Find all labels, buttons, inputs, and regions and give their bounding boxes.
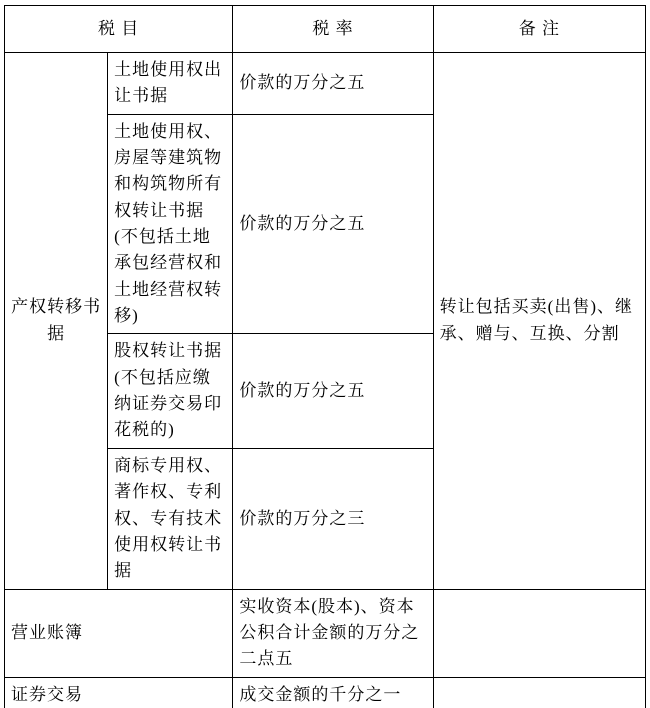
rate-land-use-right-grant: 价款的万分之五 xyxy=(233,53,433,115)
rate-building-ownership-transfer: 价款的万分之五 xyxy=(233,114,433,334)
sub-item-building-ownership-transfer: 土地使用权、房屋等建筑物和构筑物所有权转让书据(不包括土地承包经营权和土地经营权转移) xyxy=(108,114,233,334)
header-tax-item: 税 目 xyxy=(5,6,233,53)
table-row xyxy=(5,677,646,708)
table-row xyxy=(5,589,646,677)
rate-ip-rights-transfer: 价款的万分之三 xyxy=(233,448,433,589)
remark-business-account-books xyxy=(433,589,645,677)
group-label-property-transfer: 产权转移书据 xyxy=(5,53,108,590)
stamp-tax-rate-table xyxy=(4,5,646,708)
table-header-row xyxy=(5,6,646,53)
sub-item-ip-rights-transfer: 商标专用权、著作权、专利权、专有技术使用权转让书据 xyxy=(108,448,233,589)
rate-equity-transfer: 价款的万分之五 xyxy=(233,334,433,448)
header-tax-rate: 税 率 xyxy=(233,6,433,53)
header-remark: 备 注 xyxy=(433,6,645,53)
rate-business-account-books: 实收资本(股本)、资本公积合计金额的万分之二点五 xyxy=(233,589,433,677)
item-business-account-books: 营业账簿 xyxy=(5,589,233,677)
rate-securities-transaction: 成交金额的千分之一 xyxy=(233,677,433,708)
item-securities-transaction: 证券交易 xyxy=(5,677,233,708)
remark-securities-transaction xyxy=(433,677,645,708)
sub-item-land-use-right-grant: 土地使用权出让书据 xyxy=(108,53,233,115)
sub-item-equity-transfer: 股权转让书据(不包括应缴纳证券交易印花税的) xyxy=(108,334,233,448)
table-row xyxy=(5,53,646,115)
remark-property-transfer: 转让包括买卖(出售)、继承、赠与、互换、分割 xyxy=(433,53,645,590)
